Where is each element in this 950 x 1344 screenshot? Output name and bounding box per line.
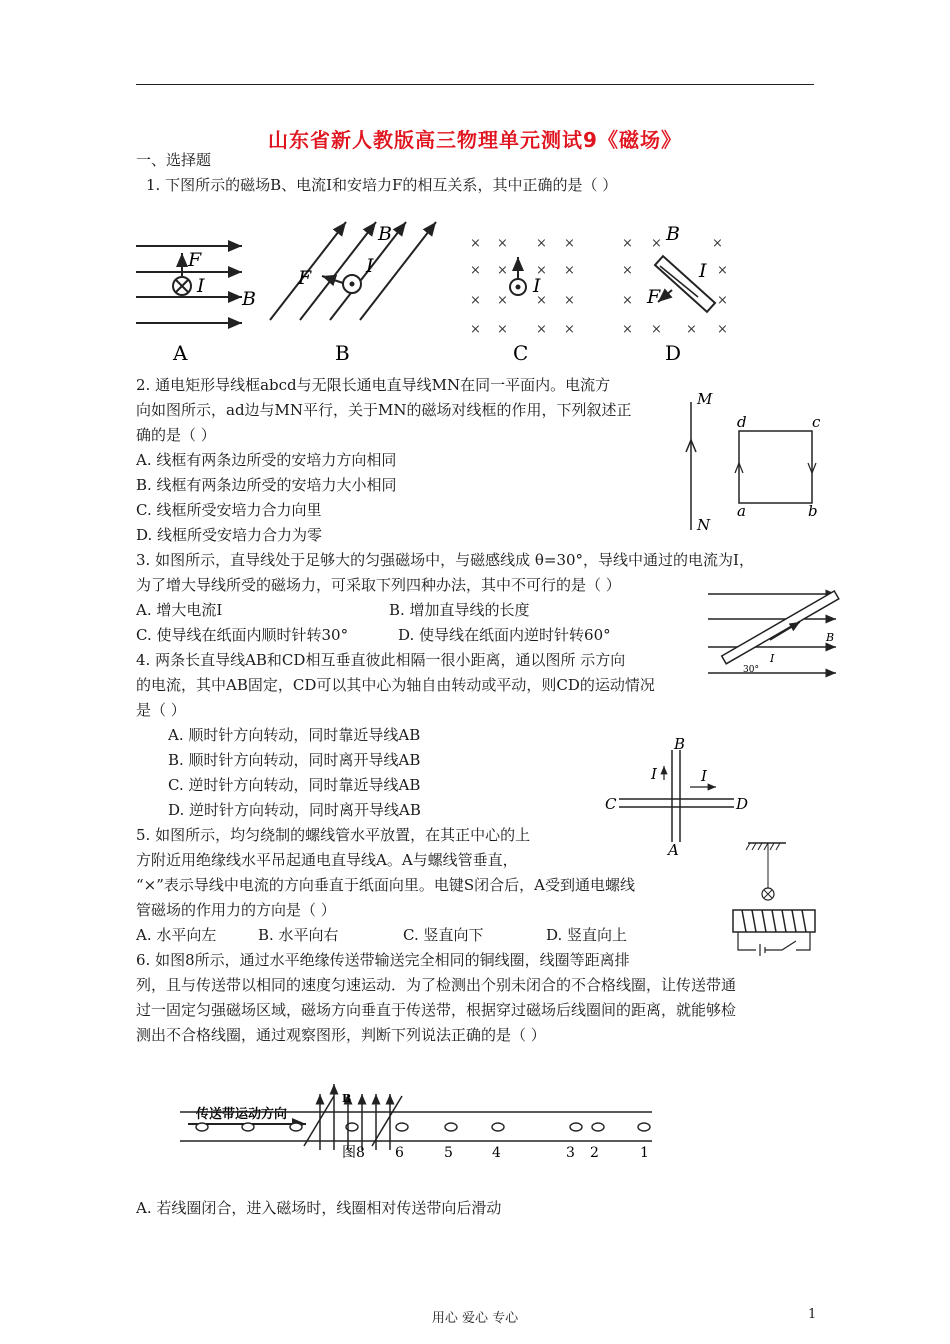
svg-text:×: × — [651, 236, 662, 251]
q6-number-1: 1 — [640, 1145, 649, 1161]
q5-option-a: A. 水平向左 — [136, 926, 217, 944]
q2-label-c: c — [812, 413, 821, 431]
q3-option-b: B. 增加直导线的长度 — [389, 601, 530, 619]
svg-text:×: × — [564, 236, 575, 251]
svg-text:×: × — [470, 293, 481, 308]
q4-option-c: C. 逆时针方向转动，同时靠近导线AB — [168, 776, 421, 794]
q4-option-b: B. 顺时针方向转动，同时离开导线AB — [168, 751, 421, 769]
q1-a-label-i: I — [197, 275, 205, 297]
svg-text:×: × — [564, 293, 575, 308]
q4-option-a: A. 顺时针方向转动，同时靠近导线AB — [168, 726, 421, 744]
q2-label-a: a — [737, 502, 746, 520]
q2-option-c: C. 线框所受安培力合力向里 — [136, 501, 322, 519]
q4-option-d: D. 逆时针方向转动，同时离开导线AB — [168, 801, 421, 819]
q1-stem: 1. 下图所示的磁场B、电流I和安培力F的相互关系，其中正确的是（ ） — [146, 176, 618, 194]
q1-b-label-i: I — [366, 255, 374, 277]
q6-line-4: 测出不合格线圈，通过观察图形，判断下列说法正确的是（ ） — [136, 1026, 546, 1044]
q1-d-label-f: F — [647, 286, 661, 308]
q4-line-3: 是（ ） — [136, 701, 186, 719]
q4-line-1: 4. 两条长直导线AB和CD相互垂直彼此相隔一很小距离，通以图所 示方向 — [136, 651, 626, 669]
q2-line-3: 确的是（ ） — [136, 426, 216, 444]
svg-text:×: × — [686, 322, 697, 337]
q5-line-3: “×”表示导线中电流的方向垂直于纸面向里。电键S闭合后，A受到通电螺线 — [136, 876, 636, 894]
q3-label-b: B — [826, 631, 835, 644]
q5-option-b: B. 水平向右 — [258, 926, 339, 944]
q2-label-n: N — [697, 516, 711, 534]
q1-d-label-i: I — [699, 260, 707, 282]
q2-label-d: d — [737, 413, 747, 431]
q3-option-c: C. 使导线在纸面内顺时针转30° — [136, 626, 349, 644]
q6-number-3: 3 — [566, 1145, 575, 1161]
svg-text:×: × — [564, 263, 575, 278]
q2-line-1: 2. 通电矩形导线框abcd与无限长通电直导线MN在同一平面内。电流方 — [136, 376, 611, 394]
q5-option-d: D. 竖直向上 — [546, 926, 628, 944]
svg-text:×: × — [497, 263, 508, 278]
q3-line-2: 为了增大导线所受的磁场力，可采取下列四种办法，其中不可行的是（ ） — [136, 576, 621, 594]
q2-option-a: A. 线框有两条边所受的安培力方向相同 — [136, 451, 397, 469]
q6-line-1: 6. 如图8所示，通过水平绝缘传送带输送完全相同的铜线圈，线圈等距离排 — [136, 951, 630, 969]
q4-label-i-cd: I — [701, 767, 707, 785]
q5-option-c: C. 竖直向下 — [403, 926, 484, 944]
q1-c-label-i: I — [533, 275, 541, 297]
svg-text:×: × — [622, 322, 633, 337]
q1-d-label-b: B — [666, 223, 680, 245]
q2-option-b: B. 线框有两条边所受的安培力大小相同 — [136, 476, 397, 494]
q6-line-2: 列，且与传送带以相同的速度匀速运动．为了检测出个别未闭合的不合格线圈，让传送带通 — [136, 976, 737, 994]
q3-line-1: 3. 如图所示，直导线处于足够大的匀强磁场中，与磁感线成 θ=30°，导线中通过的电流为I， — [136, 551, 754, 569]
page-footer: 用心 爱心 专心 — [431, 1311, 519, 1326]
q1-option-d-label: D — [665, 341, 682, 365]
page-title: 山东省新人教版高三物理单元测试9《磁场》 — [268, 128, 682, 152]
svg-text:×: × — [622, 236, 633, 251]
svg-text:×: × — [536, 263, 547, 278]
svg-text:×: × — [497, 322, 508, 337]
q1-option-c-label: C — [513, 341, 529, 365]
q4-label-b: B — [674, 735, 686, 753]
q5-line-4: 管磁场的作用力的方向是（ ） — [136, 901, 336, 919]
svg-text:×: × — [470, 236, 481, 251]
page-number: 1 — [808, 1307, 817, 1322]
svg-text:×: × — [717, 293, 728, 308]
q2-line-2: 向如图所示，ad边与MN平行，关于MN的磁场对线框的作用，下列叙述正 — [136, 401, 632, 419]
svg-text:×: × — [470, 263, 481, 278]
svg-text:×: × — [717, 263, 728, 278]
q2-option-d: D. 线框所受安培力合力为零 — [136, 526, 323, 544]
q5-line-1: 5. 如图所示，均匀绕制的螺线管水平放置，在其正中心的上 — [136, 826, 531, 844]
q1-a-label-f: F — [188, 249, 202, 271]
q6-caption: 图8 — [342, 1145, 365, 1161]
q4-label-i-ab: I — [651, 765, 657, 783]
q4-line-2: 的电流，其中AB固定，CD可以其中心为轴自由转动或平动，则CD的运动情况 — [136, 676, 655, 694]
svg-text:×: × — [622, 293, 633, 308]
q6-direction-label: 传送带运动方向 — [196, 1107, 288, 1122]
svg-text:×: × — [717, 322, 728, 337]
q1-option-b-label: B — [335, 341, 350, 365]
q6-number-4: 4 — [492, 1145, 501, 1161]
q3-label-i: I — [770, 652, 775, 665]
q1-a-label-b: B — [242, 288, 256, 310]
q3-option-d: D. 使导线在纸面内逆时针转60° — [398, 626, 611, 644]
svg-text:×: × — [497, 293, 508, 308]
q6-line-3: 过一固定匀强磁场区域，磁场方向垂直于传送带，根据穿过磁场后线圈间的距离，就能够检 — [136, 1001, 737, 1019]
q6-number-5: 5 — [444, 1145, 453, 1161]
svg-text:×: × — [470, 322, 481, 337]
q3-option-a: A. 增大电流I — [136, 601, 223, 619]
q2-label-b: b — [808, 502, 818, 520]
q6-option-a: A. 若线圈闭合，进入磁场时，线圈相对传送带向后滑动 — [136, 1199, 502, 1217]
q6-number-2: 2 — [590, 1145, 599, 1161]
section-heading: 一、选择题 — [136, 151, 212, 169]
q6-label-b: B — [342, 1092, 352, 1105]
svg-text:×: × — [712, 236, 723, 251]
svg-text:×: × — [651, 322, 662, 337]
q1-option-a-label: A — [173, 341, 188, 365]
svg-text:×: × — [536, 236, 547, 251]
q4-label-c: C — [605, 795, 617, 813]
svg-text:×: × — [536, 293, 547, 308]
q2-label-m: M — [697, 390, 713, 408]
q5-line-2: 方附近用绝缘线水平吊起通电直导线A。A与螺线管垂直， — [136, 851, 518, 869]
q4-label-a: A — [668, 841, 679, 859]
svg-text:×: × — [622, 263, 633, 278]
q4-label-d: D — [736, 795, 749, 813]
q1-b-label-b: B — [378, 223, 392, 245]
q6-number-6: 6 — [395, 1145, 404, 1161]
q1-b-label-f: F — [298, 267, 312, 289]
svg-text:×: × — [536, 322, 547, 337]
svg-text:×: × — [564, 322, 575, 337]
q3-label-angle: 30° — [743, 665, 759, 675]
svg-text:×: × — [497, 236, 508, 251]
